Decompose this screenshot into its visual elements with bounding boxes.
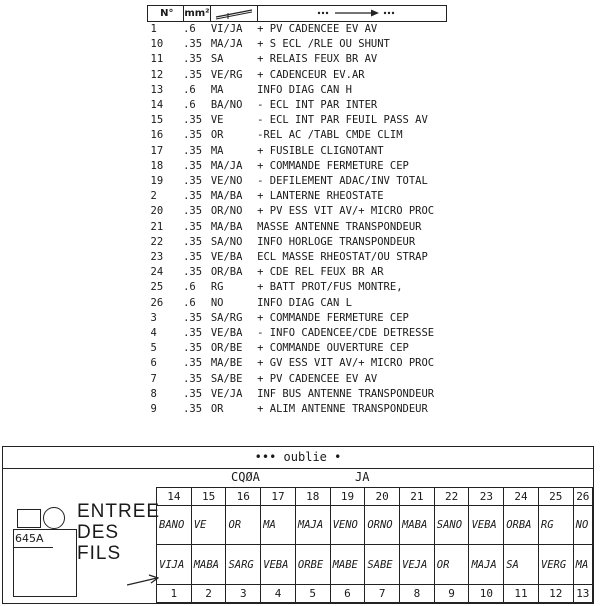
wire-pin-number: 20 [150,205,164,218]
wire-function: - INFO CADENCEE/CDE DETRESSE [257,327,435,340]
wire-row [148,83,447,98]
wire-function: - ECL INT PAR INTER [257,99,378,112]
pin-wire-color: ORBA [504,505,539,544]
pin-number: 1 [157,585,192,603]
wire-pin-number: 24 [150,266,164,279]
wire-color: VE/NO [210,175,243,188]
pin-wire-color: RG [538,505,573,544]
wire-color: RG [210,281,224,294]
wire-section: .35 [183,53,203,66]
wire-row [148,280,447,295]
wire-pin-number: 18 [150,159,164,172]
wire-color: OR [210,129,224,142]
pin-number: 23 [469,488,504,506]
pin-wire-color: MA [573,544,592,585]
pin-wire-color: MA [261,505,296,544]
wire-row [148,174,447,189]
square-symbol-icon [17,509,41,528]
pin-number: 4 [261,585,296,603]
pin-number: 17 [261,488,296,506]
wire-function: + BATT PROT/FUS MONTRE, [257,281,403,294]
wire-color: VI/JA [210,23,243,35]
pin-wire-color: VE [191,505,226,544]
wire-row [148,235,447,250]
wire-function: INFO DIAG CAN L [257,296,352,309]
pin-wire-color: MAJA [469,544,504,585]
wire-section: .6 [183,99,196,112]
wire-function: + CDE REL FEUX BR AR [257,266,384,279]
top-pin-numbers [157,488,593,506]
wire-section: .35 [183,251,203,264]
wire-row [148,144,447,159]
wire-section: .35 [183,38,203,51]
pin-number: 6 [330,585,365,603]
wire-section: .35 [183,311,203,324]
pin-number: 26 [573,488,592,506]
wire-function: - DEFILEMENT ADAC/INV TOTAL [257,175,428,188]
wire-table-body [148,22,447,418]
wire-function: + LANTERNE RHEOSTATE [257,190,384,203]
wire-pin-number: 5 [150,342,157,355]
entry-line-2: DES [77,522,120,543]
pin-number: 22 [434,488,469,506]
wire-pin-number: 25 [150,281,164,294]
wire-function: + PV CADENCEE EV AV [257,23,378,35]
pin-wire-color: ORNO [365,505,400,544]
wire-section: .35 [183,190,203,203]
pin-wire-color: SARG [226,544,261,585]
top-pin-wires [157,505,593,544]
pin-wire-color: SANO [434,505,469,544]
wire-pin-number: 10 [150,38,164,51]
pin-wire-color: VEBA [261,544,296,585]
wire-function: + ALIM ANTENNE TRANSPONDEUR [257,403,428,416]
pin-number: 10 [469,585,504,603]
wire-pin-number: 19 [150,175,164,188]
pin-number: 25 [538,488,573,506]
wire-pin-number: 9 [150,403,157,416]
wire-color: SA/NO [210,235,243,248]
wire-color: MA/JA [210,38,243,51]
wire-row [148,98,447,113]
wire-color: OR [210,403,224,416]
wire-row [148,52,447,67]
wire-section: .35 [183,372,203,385]
wire-pin-number: 13 [150,83,164,96]
wire-section: .35 [183,175,203,188]
wire-color: VE [210,114,224,127]
wire-function: + PV ESS VIT AV/+ MICRO PROC [257,205,435,218]
wire-row [148,220,447,235]
wire-color: MA/JA [210,159,243,172]
pin-wire-color: MAJA [295,505,330,544]
wire-pin-number: 6 [150,357,157,370]
wire-function: + GV ESS VIT AV/+ MICRO PROC [257,357,435,370]
wire-function: -REL AC /TABL CMDE CLIM [257,129,403,142]
arrow-right-icon [297,8,407,18]
wire-section: .35 [183,205,203,218]
wire-function: INFO DIAG CAN H [257,83,352,96]
wire-pin-number: 12 [150,68,164,81]
pin-wire-color: OR [226,505,261,544]
wire-strip-icon [214,8,254,20]
code-underline [13,547,53,548]
pin-number: 7 [365,585,400,603]
pin-number: 15 [191,488,226,506]
wire-function: + RELAIS FEUX BR AV [257,53,378,66]
wire-row [148,356,447,371]
wire-row [148,326,447,341]
wire-color: SA [210,53,224,66]
pin-number: 14 [157,488,192,506]
wire-table [147,5,447,417]
wire-row [148,341,447,356]
wire-pin-number: 14 [150,99,164,112]
wire-color: MA [210,144,224,157]
wire-color: BA/NO [210,99,243,112]
wire-color: VE/BA [210,327,243,340]
wire-section: .35 [183,357,203,370]
pin-wire-color: OR [434,544,469,585]
pin-number: 13 [573,585,592,603]
pin-number: 21 [400,488,435,506]
entry-line-3: FILS [77,543,122,564]
wire-color: MA [210,83,224,96]
wire-color: VE/BA [210,251,243,264]
wire-function: + COMMANDE FERMETURE CEP [257,159,409,172]
wire-function: + PV CADENCEE EV AV [257,372,378,385]
wire-row [148,37,447,52]
header-function [257,6,446,22]
connector-panel [2,446,594,604]
pin-wire-color: VEBA [469,505,504,544]
wire-color: VE/RG [210,68,243,81]
wire-row [148,311,447,326]
wire-row [148,387,447,402]
pin-wire-color: SABE [365,544,400,585]
wire-function: + S ECL /RLE OU SHUNT [257,38,390,51]
wire-function: + COMMANDE FERMETURE CEP [257,311,409,324]
header-no: N° [148,6,184,22]
pin-number: 12 [538,585,573,603]
wire-section: .35 [183,327,203,340]
wire-section: .6 [183,83,196,96]
wire-color: SA/RG [210,311,243,324]
wire-row [148,204,447,219]
wire-color: SA/BE [210,372,243,385]
pin-wire-color: VIJA [157,544,192,585]
wire-function: + COMMANDE OUVERTURE CEP [257,342,409,355]
wire-row [148,372,447,387]
wire-section: .35 [183,220,203,233]
wire-function: + CADENCEUR EV.AR [257,68,365,81]
pin-wire-color: MABA [191,544,226,585]
wire-row [148,128,447,143]
wire-color: OR/NO [210,205,243,218]
wire-pin-number: 7 [150,372,157,385]
pin-wire-color: BANO [157,505,192,544]
pin-number: 18 [295,488,330,506]
wire-pin-number: 8 [150,387,157,400]
wire-row [148,250,447,265]
wire-section: .35 [183,403,203,416]
wire-row [148,22,447,38]
connector-title: ••• oublie • [3,447,593,469]
entry-line-1: ENTREE [77,501,161,522]
wire-section: .35 [183,342,203,355]
wire-section: .6 [183,23,196,35]
wire-pin-number: 1 [150,23,157,35]
wire-section: .35 [183,129,203,142]
wire-row [148,189,447,204]
wire-section: .35 [183,235,203,248]
wire-section: .6 [183,296,196,309]
wire-section: .35 [183,159,203,172]
wire-pin-number: 15 [150,114,164,127]
bottom-pin-numbers [157,585,593,603]
wire-color: NO [210,296,224,309]
wire-pin-number: 4 [150,327,157,340]
wire-function: MASSE ANTENNE TRANSPONDEUR [257,220,422,233]
wire-section: .35 [183,266,203,279]
wire-pin-number: 21 [150,220,164,233]
header-section: mm² [183,6,211,22]
wire-function: ECL MASSE RHEOSTAT/OU STRAP [257,251,428,264]
wire-pin-number: 23 [150,251,164,264]
pin-number: 11 [504,585,539,603]
pin-number: 16 [226,488,261,506]
wire-color: MA/BA [210,190,243,203]
wire-row [148,68,447,83]
wire-pin-number: 11 [150,53,164,66]
pin-number: 5 [295,585,330,603]
connector-label-a: CQØA [231,470,260,484]
pin-wire-color: VENO [330,505,365,544]
pin-wire-color: VERG [538,544,573,585]
wire-row [148,159,447,174]
wire-color: OR/BA [210,266,243,279]
pin-number: 9 [434,585,469,603]
wire-pin-number: 16 [150,129,164,142]
wire-section: .35 [183,387,203,400]
wire-color: VE/JA [210,387,243,400]
wire-color: OR/BE [210,342,243,355]
wire-pin-number: 3 [150,311,157,324]
pin-number: 24 [504,488,539,506]
pin-wire-color: MABE [330,544,365,585]
wire-function: - ECL INT PAR FEUIL PASS AV [257,114,428,127]
pin-number: 3 [226,585,261,603]
header-color [211,6,257,22]
pin-wire-color: SA [504,544,539,585]
pin-wire-color: VEJA [400,544,435,585]
wire-row [148,402,447,417]
wire-section: .35 [183,114,203,127]
wire-section: .6 [183,281,196,294]
wire-function: INFO HORLOGE TRANSPONDEUR [257,235,416,248]
wire-row [148,296,447,311]
pin-number: 2 [191,585,226,603]
wire-pin-number: 22 [150,235,164,248]
wire-row [148,113,447,128]
wire-pin-number: 2 [150,190,157,203]
wire-color: MA/BE [210,357,243,370]
wire-function: INF BUS ANTENNE TRANSPONDEUR [257,387,435,400]
wire-row [148,265,447,280]
wire-pin-number: 26 [150,296,164,309]
wire-section: .35 [183,68,203,81]
connector-pin-grid [156,487,593,603]
pin-number: 19 [330,488,365,506]
connector-label-b: JA [355,470,370,484]
bottom-pin-wires [157,544,593,585]
wire-color: MA/BA [210,220,243,233]
pin-number: 20 [365,488,400,506]
circle-symbol-icon [43,507,65,529]
pin-wire-color: ORBE [295,544,330,585]
connector-labels [3,469,593,487]
wire-function: + FUSIBLE CLIGNOTANT [257,144,384,157]
wire-table-header [148,6,447,22]
pin-wire-color: NO [573,505,592,544]
pin-wire-color: MABA [400,505,435,544]
wire-pin-number: 17 [150,144,164,157]
wire-section: .35 [183,144,203,157]
pin-number: 8 [400,585,435,603]
connector-code: 645A [15,532,44,545]
